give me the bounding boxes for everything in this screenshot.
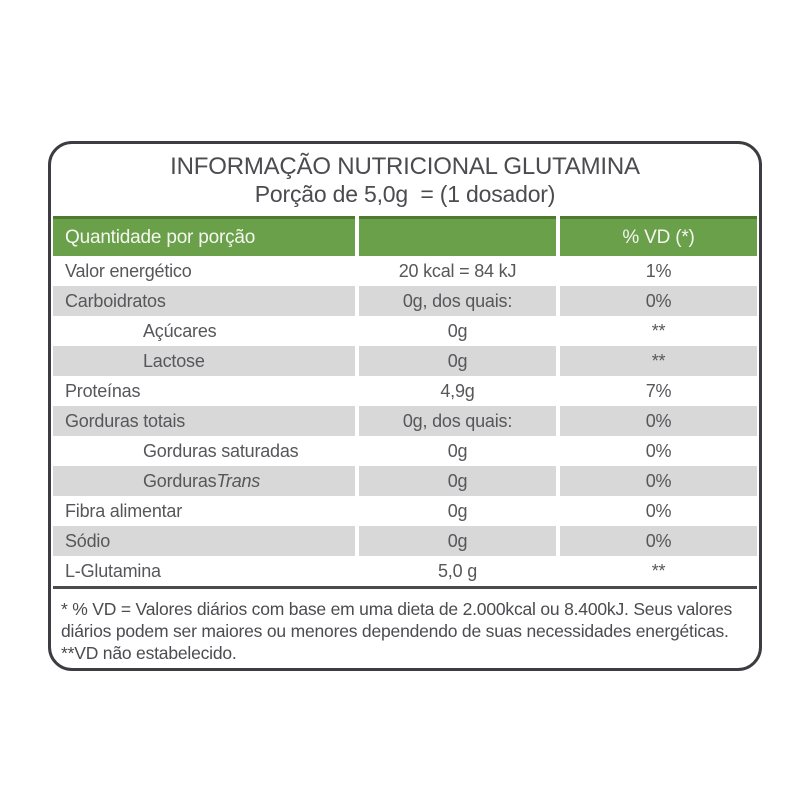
nutrient-daily-value: 0% bbox=[560, 406, 757, 436]
nutrient-name: Gorduras saturadas bbox=[53, 436, 355, 466]
table-row bbox=[53, 556, 757, 586]
nutrient-daily-value: 1% bbox=[560, 256, 757, 286]
table-row bbox=[53, 526, 757, 556]
nutrient-name: Lactose bbox=[53, 346, 355, 376]
table-row bbox=[53, 286, 757, 316]
nutrient-daily-value: ** bbox=[560, 346, 757, 376]
nutrient-quantity: 0g bbox=[359, 496, 556, 526]
nutrient-quantity: 0g bbox=[359, 526, 556, 556]
nutrient-daily-value: 0% bbox=[560, 526, 757, 556]
nutrient-name: Fibra alimentar bbox=[53, 496, 355, 526]
header-percent-vd: % VD (*) bbox=[560, 216, 757, 256]
nutrient-quantity: 0g bbox=[359, 466, 556, 496]
table-row bbox=[53, 436, 757, 466]
table-row bbox=[53, 496, 757, 526]
nutrient-daily-value: 0% bbox=[560, 436, 757, 466]
nutrient-name: Sódio bbox=[53, 526, 355, 556]
table-row bbox=[53, 316, 757, 346]
table-row bbox=[53, 466, 757, 496]
table-row bbox=[53, 256, 757, 286]
nutrient-quantity: 0g bbox=[359, 346, 556, 376]
nutrient-daily-value: 7% bbox=[560, 376, 757, 406]
nutrient-daily-value: ** bbox=[560, 556, 757, 586]
label-title: INFORMAÇÃO NUTRICIONAL GLUTAMINA bbox=[170, 153, 640, 180]
nutrient-name: Açúcares bbox=[53, 316, 355, 346]
table-row bbox=[53, 346, 757, 376]
nutrient-quantity: 0g bbox=[359, 436, 556, 466]
nutrition-table-body bbox=[51, 256, 759, 586]
label-title-block bbox=[51, 144, 759, 216]
nutrient-daily-value: 0% bbox=[560, 466, 757, 496]
nutrition-label-card bbox=[48, 141, 762, 671]
nutrient-daily-value: 0% bbox=[560, 496, 757, 526]
nutrient-name: Gorduras totais bbox=[53, 406, 355, 436]
table-row bbox=[53, 376, 757, 406]
header-empty-cell bbox=[359, 216, 556, 256]
nutrient-quantity: 4,9g bbox=[359, 376, 556, 406]
table-header-row bbox=[53, 216, 757, 256]
nutrient-name: Proteínas bbox=[53, 376, 355, 406]
nutrient-name: L-Glutamina bbox=[53, 556, 355, 586]
nutrient-daily-value: ** bbox=[560, 316, 757, 346]
nutrient-quantity: 0g, dos quais: bbox=[359, 406, 556, 436]
footnote-text: * % VD = Valores diários com base em uma dieta de 2.000kcal ou 8.400kJ. Seus valores diários podem ser maiores ou menores dependendo de suas necessidades energéticas. **VD não estabelecido. bbox=[61, 599, 733, 663]
header-quantity-per-serving: Quantidade por porção bbox=[53, 216, 355, 256]
label-serving-size: Porção de 5,0g = (1 dosador) bbox=[254, 181, 556, 207]
table-row bbox=[53, 406, 757, 436]
nutrient-quantity: 0g bbox=[359, 316, 556, 346]
nutrient-name: Valor energético bbox=[53, 256, 355, 286]
nutrient-quantity: 20 kcal = 84 kJ bbox=[359, 256, 556, 286]
nutrient-name: Gorduras Trans bbox=[53, 466, 355, 496]
nutrient-daily-value: 0% bbox=[560, 286, 757, 316]
nutrient-name: Carboidratos bbox=[53, 286, 355, 316]
nutrient-quantity: 5,0 g bbox=[359, 556, 556, 586]
nutrient-quantity: 0g, dos quais: bbox=[359, 286, 556, 316]
